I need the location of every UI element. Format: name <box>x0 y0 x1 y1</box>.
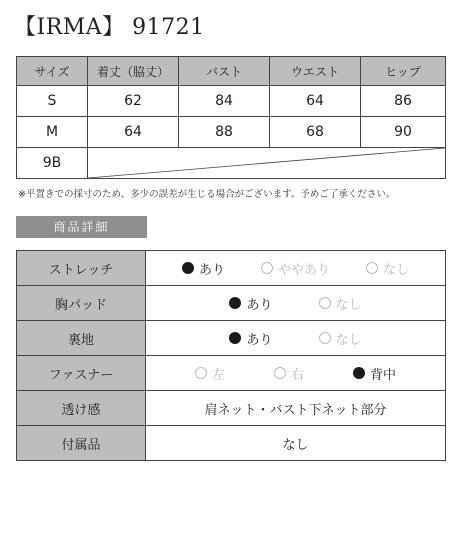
size-value: 68 <box>270 117 361 148</box>
empty-circle-icon <box>195 367 207 379</box>
size-value: 84 <box>179 86 270 117</box>
size-value: 88 <box>179 117 270 148</box>
option-group <box>146 286 445 320</box>
detail-row-accessories <box>17 426 446 461</box>
not-available-cell <box>88 148 446 179</box>
filled-circle-icon <box>229 332 241 344</box>
option-group <box>146 321 445 355</box>
detail-row-lining <box>17 321 446 356</box>
option-label: なし <box>335 297 362 313</box>
option-label: あり <box>246 297 273 313</box>
size-label: M <box>17 117 88 148</box>
size-table <box>16 56 446 179</box>
detail-label: 胸パッド <box>17 286 146 321</box>
option-selected <box>229 329 272 348</box>
column-header-waist: ウエスト <box>270 57 361 86</box>
detail-row-pad <box>17 286 446 321</box>
column-header-size: サイズ <box>17 57 88 86</box>
size-label: 9B <box>17 148 88 179</box>
option-label: なし <box>382 262 409 278</box>
size-table-header <box>17 57 446 86</box>
filled-circle-icon <box>182 262 194 274</box>
option-label: 背中 <box>369 367 396 383</box>
detail-value: 肩ネット・バスト下ネット部分 <box>146 391 446 426</box>
empty-circle-icon <box>319 297 331 309</box>
filled-circle-icon <box>353 367 365 379</box>
measurement-note: ※平置きでの採寸のため、多少の誤差が生じる場合がございます。予めご了承ください。 <box>18 189 396 200</box>
size-value: 64 <box>270 86 361 117</box>
option-label: ややあり <box>277 262 330 278</box>
size-value: 86 <box>361 86 446 117</box>
detail-row-sheerness <box>17 391 446 426</box>
section-title: 商品詳細 <box>16 216 147 238</box>
detail-value: なし <box>146 426 446 461</box>
details-table <box>16 250 446 461</box>
option-label: なし <box>335 332 362 348</box>
filled-circle-icon <box>229 297 241 309</box>
option-label: あり <box>198 262 225 278</box>
option-selected <box>353 364 396 383</box>
option <box>274 364 304 383</box>
detail-label: ファスナー <box>17 356 146 391</box>
size-label: S <box>17 86 88 117</box>
size-value: 90 <box>361 117 446 148</box>
detail-label: 裏地 <box>17 321 146 356</box>
empty-circle-icon <box>261 262 273 274</box>
size-value: 64 <box>88 117 179 148</box>
column-header-hip: ヒップ <box>361 57 446 86</box>
option-selected <box>229 294 272 313</box>
detail-label: 透け感 <box>17 391 146 426</box>
column-header-length: 着丈（脇丈） <box>88 57 179 86</box>
empty-circle-icon <box>319 332 331 344</box>
detail-label: ストレッチ <box>17 251 146 286</box>
option-group <box>146 356 445 390</box>
detail-row-stretch <box>17 251 446 286</box>
table-row <box>17 86 446 117</box>
diagonal-line <box>88 148 445 178</box>
product-title: 【IRMA】 91721 <box>14 15 205 40</box>
detail-row-zipper <box>17 356 446 391</box>
empty-circle-icon <box>366 262 378 274</box>
option-label: 左 <box>211 367 225 383</box>
detail-label: 付属品 <box>17 426 146 461</box>
option-selected <box>182 259 225 278</box>
option <box>319 294 362 313</box>
option <box>195 364 225 383</box>
empty-circle-icon <box>274 367 286 379</box>
size-value: 62 <box>88 86 179 117</box>
option <box>261 259 330 278</box>
table-row <box>17 117 446 148</box>
option-label: あり <box>246 332 273 348</box>
option <box>319 329 362 348</box>
option-group <box>146 251 445 285</box>
option <box>366 259 409 278</box>
column-header-bust: バスト <box>179 57 270 86</box>
table-row <box>17 148 446 179</box>
option-label: 右 <box>290 367 304 383</box>
